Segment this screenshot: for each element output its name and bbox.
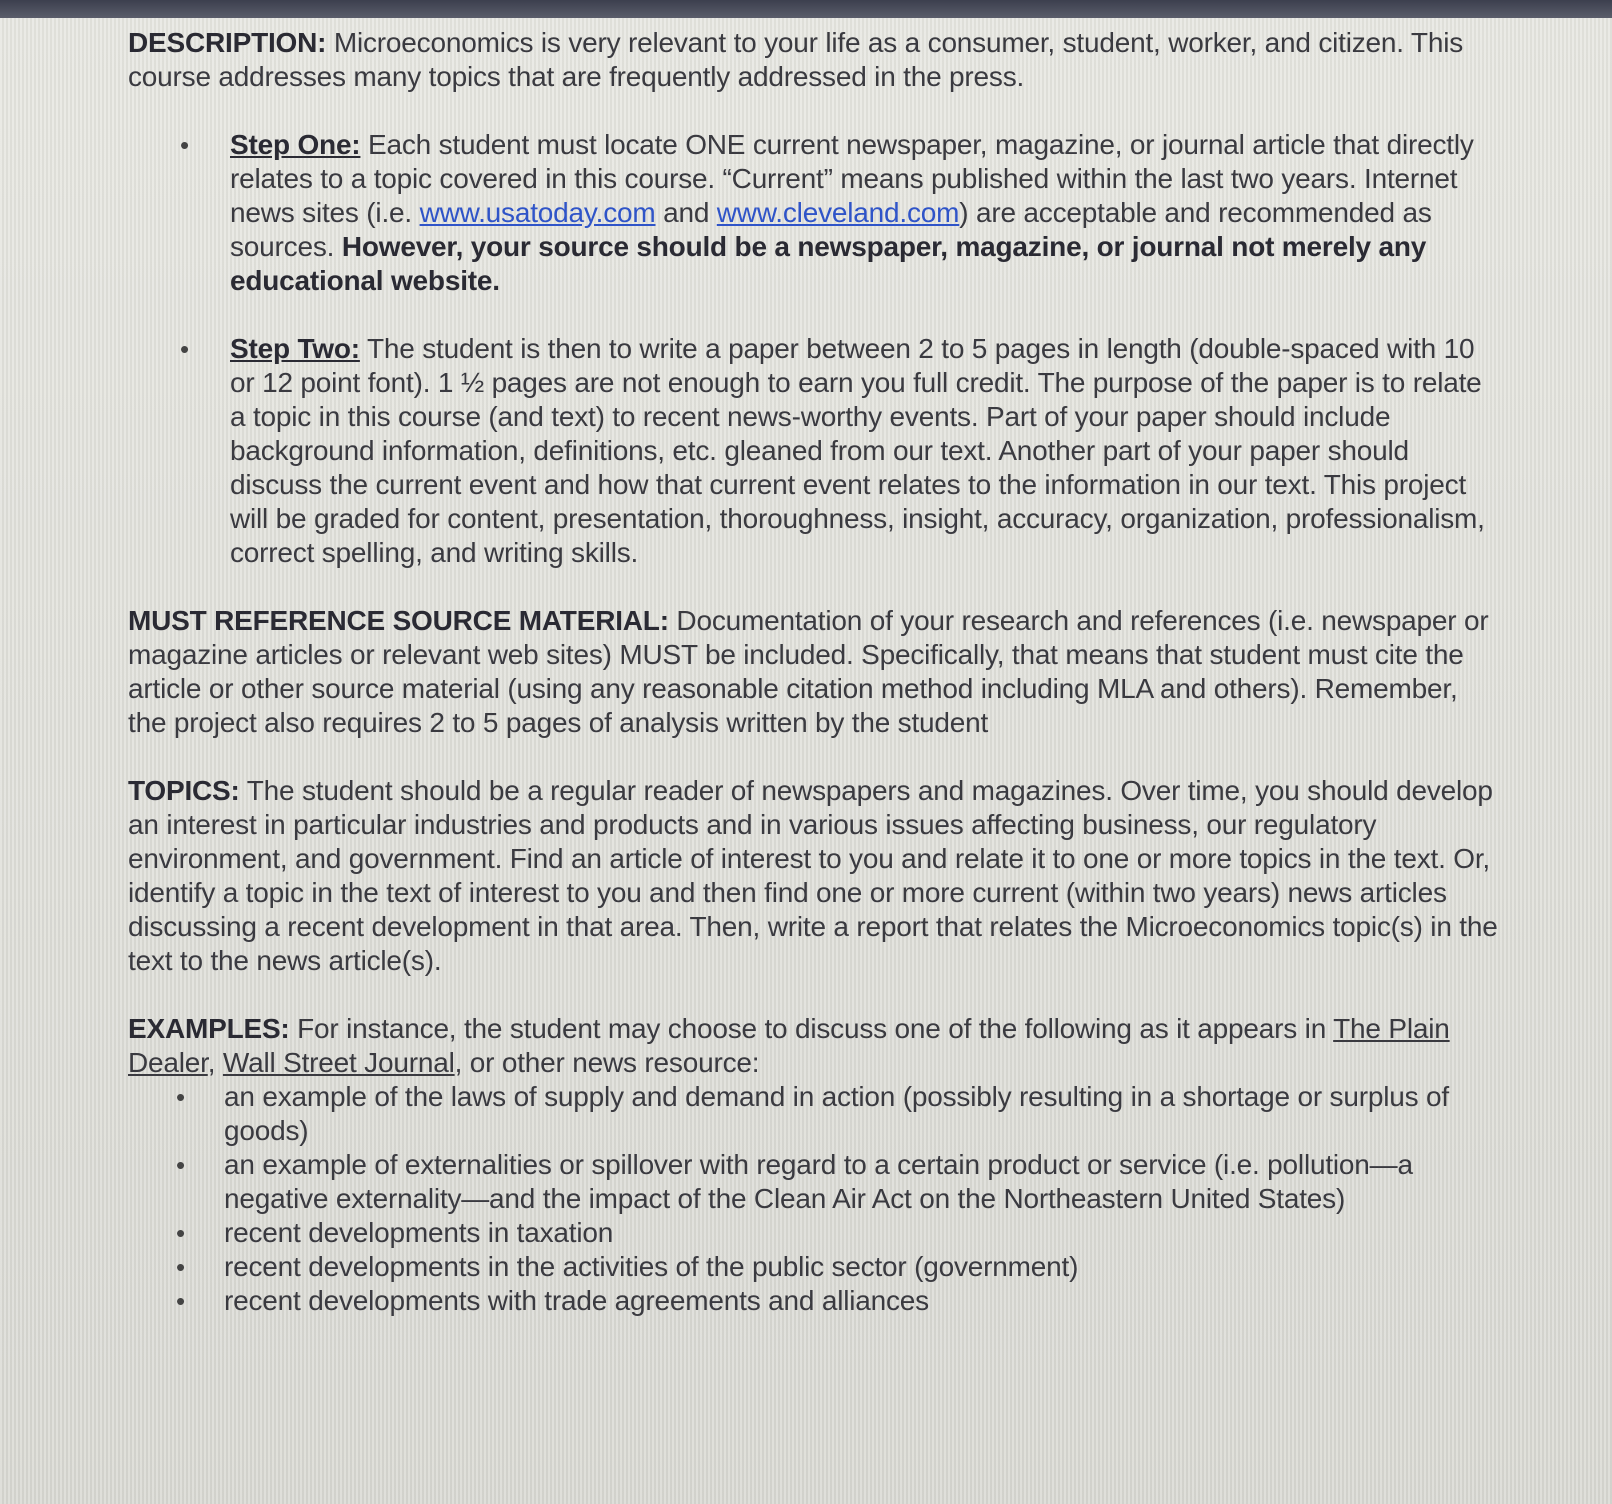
bullet-icon: • xyxy=(180,130,189,160)
source-wall-street-journal: Wall Street Journal xyxy=(222,1047,455,1078)
examples-intro: For instance, the student may choose to discuss one of the following as it appears in xyxy=(289,1013,1334,1044)
reference-text: Documentation of your research and references (i.e. newspaper or magazine articles or relevant web sites) MUST be included. Specifically, that means that student must cite the article or other source material (using any reasonable citation method including MLA and others). Remember, the project also requires 2 to 5 pages of analysis written by the student xyxy=(128,605,1489,738)
example-text: an example of the laws of supply and demand in action (possibly resulting in a shortage or surplus of goods) xyxy=(224,1081,1449,1146)
list-item xyxy=(128,1148,1498,1216)
window-top-bar xyxy=(0,0,1612,18)
example-text: recent developments with trade agreements and alliances xyxy=(224,1285,929,1316)
topics-paragraph xyxy=(128,774,1498,978)
description-label: DESCRIPTION: xyxy=(128,27,327,58)
step-one-text-c: ) are acceptable and recommended as sources. xyxy=(230,197,1432,262)
bullet-icon: • xyxy=(176,1252,185,1282)
step-one-text-b: and xyxy=(655,197,717,228)
step-two-label: Step Two: xyxy=(230,333,360,364)
description-text: Microeconomics is very relevant to your life as a consumer, student, worker, and citizen. This course addresses many topics that are frequently addressed in the press. xyxy=(128,27,1464,92)
list-item xyxy=(128,1216,1498,1250)
examples-list xyxy=(128,1080,1498,1318)
steps-list xyxy=(128,128,1498,570)
topics-label: TOPICS: xyxy=(128,775,240,806)
description-paragraph xyxy=(128,26,1498,94)
step-two-text: The student is then to write a paper between 2 to 5 pages in length (double-spaced with 10 or 12 point font). 1 ½ pages are not enough to earn you full credit. The purpose of the paper is to relate a topic in this course (and text) to recent news-worthy events. Part of your paper should include background information, definitions, etc. gleaned from our text. Another part of your paper should discuss the current event and how that current event relates to the information in our text. This project will be graded for content, presentation, thoroughness, insight, accuracy, organization, professionalism, correct spelling, and writing skills. xyxy=(230,333,1485,568)
list-item xyxy=(128,1080,1498,1148)
step-one-text-a: Each student must locate ONE current newspaper, magazine, or journal article that directly relates to a topic covered in this course. “Current” means published within the last two years. Internet news sites (i.e. xyxy=(230,129,1474,228)
step-two-item xyxy=(128,332,1498,570)
bullet-icon: • xyxy=(180,334,189,364)
bullet-icon: • xyxy=(176,1150,185,1180)
examples-sep: , xyxy=(207,1047,223,1078)
step-one-bold-note: However, your source should be a newspaper, magazine, or journal not merely any educational website. xyxy=(230,231,1427,296)
usatoday-link[interactable]: www.usatoday.com xyxy=(419,197,656,228)
cleveland-link[interactable]: www.cleveland.com xyxy=(716,197,960,228)
topics-text: The student should be a regular reader of newspapers and magazines. Over time, you should develop an interest in particular industries and products and in various issues affecting business, our regulatory environment, and government. Find an article of interest to you and relate it to one or more topics in the text. Or, identify a topic in the text of interest to you and then find one or more current (within two years) news articles discussing a recent development in that area. Then, write a report that relates the Microeconomics topic(s) in the text to the news article(s). xyxy=(128,775,1498,976)
list-item xyxy=(128,1250,1498,1284)
examples-outro: , or other news resource: xyxy=(454,1047,760,1078)
step-one-label: Step One: xyxy=(230,129,361,160)
example-text: an example of externalities or spillover with regard to a certain product or service (i.e. pollution—a negative externality—and the impact of the Clean Air Act on the Northeastern United States) xyxy=(224,1149,1413,1214)
reference-paragraph xyxy=(128,604,1498,740)
example-text: recent developments in the activities of the public sector (government) xyxy=(224,1251,1079,1282)
bullet-icon: • xyxy=(176,1218,185,1248)
document-page xyxy=(0,18,1612,1504)
examples-paragraph xyxy=(128,1012,1498,1080)
list-item xyxy=(128,1284,1498,1318)
reference-label: MUST REFERENCE SOURCE MATERIAL: xyxy=(128,605,669,636)
bullet-icon: • xyxy=(176,1286,185,1316)
bullet-icon: • xyxy=(176,1082,185,1112)
document-content xyxy=(128,26,1498,1318)
step-one-item xyxy=(128,128,1498,298)
example-text: recent developments in taxation xyxy=(224,1217,614,1248)
examples-label: EXAMPLES: xyxy=(128,1013,290,1044)
source-plain-dealer: The Plain Dealer xyxy=(128,1013,1450,1078)
